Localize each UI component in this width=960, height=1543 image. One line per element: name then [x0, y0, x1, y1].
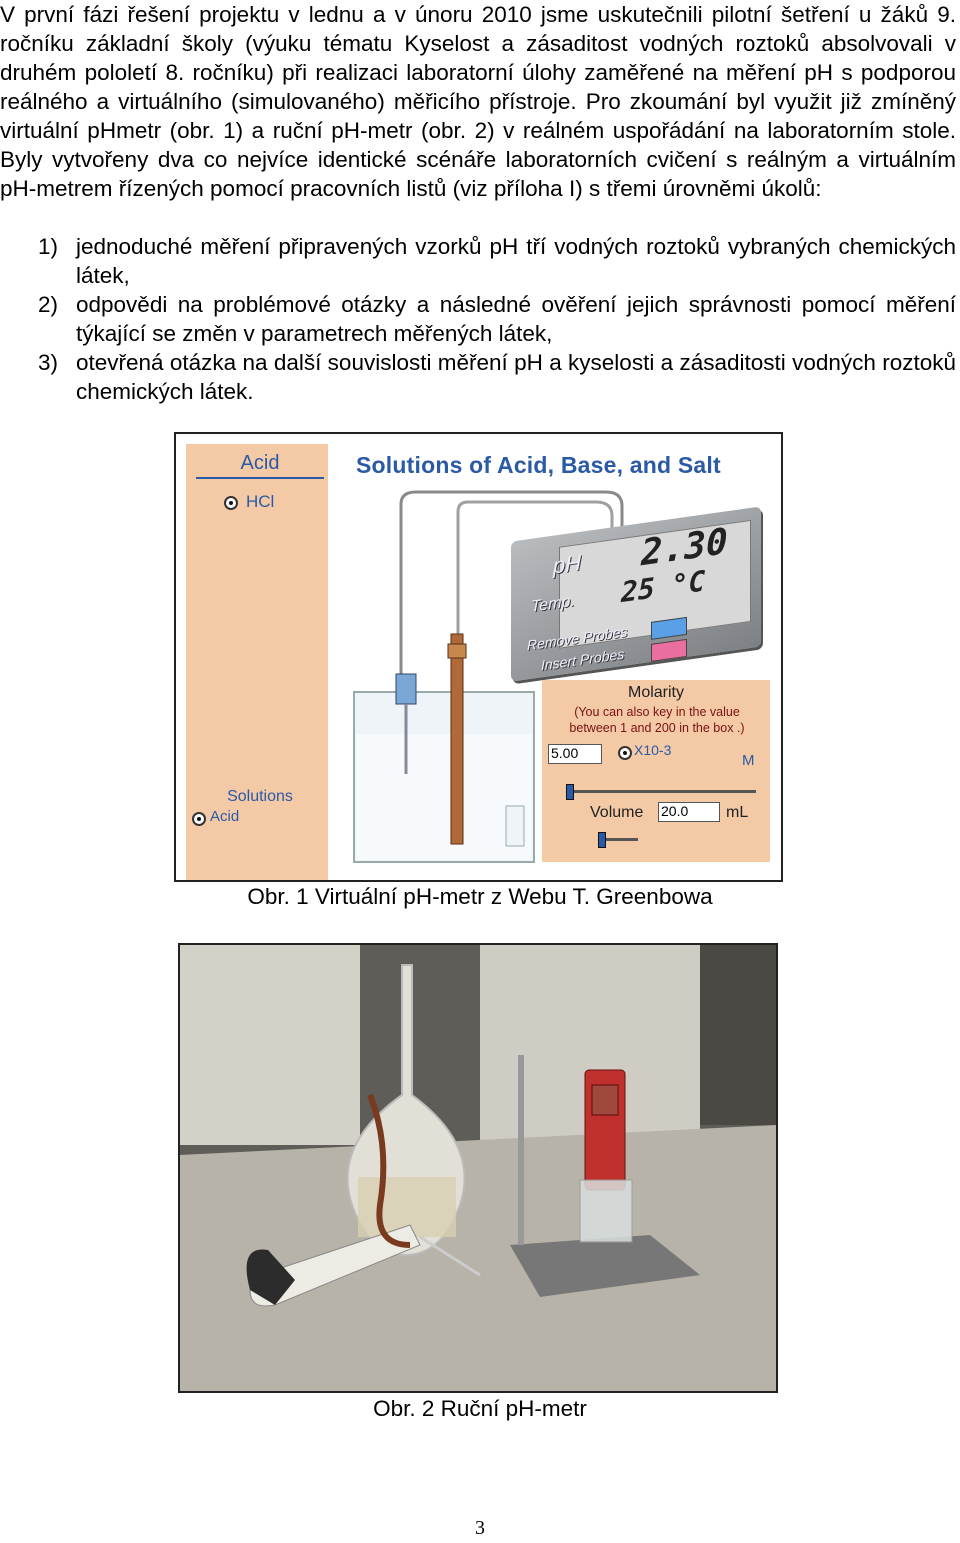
list-item	[0, 232, 956, 290]
handheld-ph-meter-photo	[178, 943, 778, 1393]
ph-meter-display	[592, 1085, 618, 1115]
list-number: 2)	[38, 292, 59, 317]
beaker-spout	[506, 806, 524, 846]
molarity-slider[interactable]	[566, 790, 756, 793]
temperature-label: Temp.	[531, 592, 575, 616]
list-item	[0, 290, 956, 348]
volume-slider-knob[interactable]	[598, 832, 606, 848]
cabinet-right	[700, 945, 776, 1125]
figure1-caption: Obr. 1 Virtuální pH-metr z Webu T. Greenbowa	[247, 884, 713, 909]
molarity-unit: M	[742, 752, 755, 769]
remove-probes-button[interactable]	[651, 617, 687, 640]
list-item	[0, 348, 956, 406]
lab-bench-photo	[180, 945, 776, 1391]
volume-slider[interactable]	[598, 838, 638, 841]
solutions-heading: Solutions	[227, 788, 293, 805]
list-text: otevřená otázka na další souvislosti měření pH a kyselosti a zásaditosti vodných roztoků chemických látek.	[76, 350, 956, 404]
acid-solution-label: Acid	[210, 808, 240, 825]
simulation-title: Solutions of Acid, Base, and Salt	[356, 452, 721, 478]
temperature-readout: 25 °C	[621, 564, 706, 610]
multiplier-label: X10-3	[634, 742, 672, 758]
insert-probes-label: Insert Probes	[541, 645, 625, 674]
list-number: 1)	[38, 234, 59, 259]
intro-paragraph: V první fázi řešení projektu v lednu a v únoru 2010 jsme uskutečnili pilotní šetření u žáků 9. ročníku základní školy (výuku tématu Kyselost a zásaditost vodných roztoků absolvovali v druhém pololetí 8. ročníku) při realizaci laboratorní úlohy zaměřené na měření pH s podporou reálného a virtuálního (simulovaného) měřicího přístroje. Pro zkoumání byl využit již zmíněný virtuální pHmetr (obr. 1) a ruční pH-metr (obr. 2) v reálném uspořádání na laboratorním stole. Byly vytvořeny dva co nejvíce identické scénáře laboratorních cvičení s reálným a virtuálním pH-metrem řízených pomocí pracovních listů (viz příloha I) s třemi úrovněmi úkolů:	[0, 2, 956, 201]
virtual-ph-meter-figure	[174, 432, 783, 882]
temperature-probe	[396, 674, 416, 704]
remove-probes-label: Remove Probes	[527, 623, 628, 654]
molarity-input[interactable]: 5.00	[548, 744, 602, 764]
ph-label: pH	[553, 549, 582, 579]
ph-readout: 2.30	[641, 521, 728, 575]
volume-unit: mL	[726, 804, 749, 821]
page-number: 3	[475, 1517, 485, 1539]
acid-heading: Acid	[196, 452, 324, 479]
list-number: 3)	[38, 350, 59, 375]
ph-electrode-cap	[448, 644, 466, 658]
list-text: odpovědi na problémové otázky a následné ověření jejich správnosti pomocí měření týkající se změn v parametrech měřených látek,	[76, 292, 956, 346]
molarity-heading: Molarity	[627, 684, 684, 701]
cabinet-left	[180, 945, 360, 1145]
molarity-slider-knob[interactable]	[566, 784, 574, 800]
volume-input[interactable]: 20.0	[658, 802, 720, 822]
ph-electrode	[451, 634, 463, 844]
figure2-caption: Obr. 2 Ruční pH-metr	[373, 1396, 587, 1421]
list-text: jednoduché měření připravených vzorků pH tří vodných roztoků vybraných chemických látek,	[76, 234, 956, 288]
hcl-option-label: HCl	[246, 492, 275, 511]
glass-beaker	[580, 1180, 632, 1242]
stand-rod	[518, 1055, 524, 1245]
volume-label: Volume	[590, 804, 644, 821]
molarity-panel	[542, 680, 770, 862]
multiplier-radio[interactable]	[618, 746, 632, 760]
task-list	[0, 232, 956, 406]
molarity-hint: (You can also key in the value between 1 and 200 in the box .)	[569, 705, 745, 735]
